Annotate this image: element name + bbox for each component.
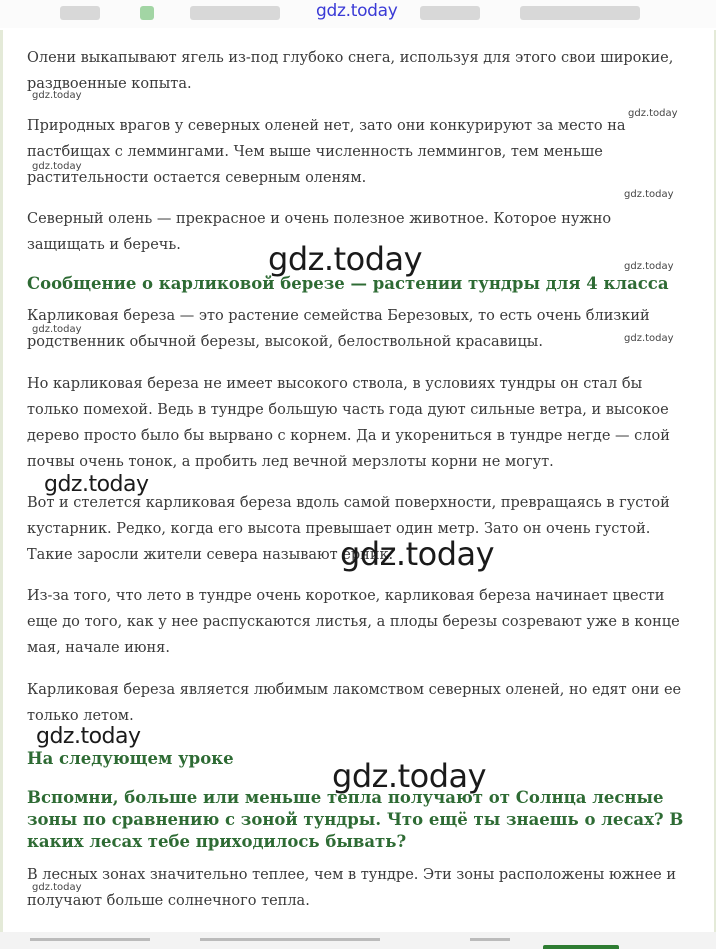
watermark: gdz.today — [624, 189, 674, 200]
bottom-blur — [200, 938, 380, 941]
watermark: gdz.today — [44, 472, 149, 497]
heading-next-lesson: На следующем уроке — [27, 749, 234, 768]
bottom-blur — [470, 938, 510, 941]
paragraph: В лесных зонах значительно теплее, чем в тундре. Эти зоны расположены южнее и получают больше солнечного тепла. — [27, 867, 677, 909]
header-blur — [140, 6, 154, 20]
paragraph: Северный олень — прекрасное и очень полезное животное. Которое нужно защищать и беречь. — [27, 211, 612, 253]
paragraph: Олени выкапывают ягель из-под глубоко снега, используя для этого свои широкие, раздвоенные копыта. — [27, 50, 674, 92]
watermark: gdz.today — [624, 261, 674, 272]
watermark: gdz.today — [624, 333, 674, 344]
watermark: gdz.today — [32, 90, 82, 101]
top-header-strip — [0, 0, 716, 28]
heading-question: Вспомни, больше или меньше тепла получают от Солнца лесные зоны по сравнению с зоной тундры. Что ещё ты знаешь о лесах? В каких лесах тебе приходилось бывать? — [27, 788, 684, 851]
watermark: gdz.today — [268, 240, 423, 278]
paragraph: Природных врагов у северных оленей нет, зато они конкурируют за место на пастбищах с леммингами. Чем выше численность леммингов, тем меньше растительности остается северным оленям. — [27, 118, 626, 186]
watermark: gdz.today — [332, 757, 487, 795]
watermark: gdz.today — [32, 882, 82, 893]
paragraph: Карликовая береза является любимым лакомством северных оленей, но едят они ее только летом. — [27, 682, 682, 724]
site-logo[interactable]: gdz.today — [316, 1, 398, 21]
watermark: gdz.today — [32, 161, 82, 172]
paragraph: Из-за того, что лето в тундре очень короткое, карликовая береза начинает цвести еще до того, как у нее распускаются листья, а плоды березы созревают уже в конце мая, начале июня. — [27, 588, 680, 656]
header-blur — [60, 6, 100, 20]
header-blur — [520, 6, 640, 20]
paragraph: Карликовая береза — это растение семейства Березовых, то есть очень близкий родственник обычной березы, высокой, белоствольной красавицы. — [27, 308, 650, 350]
watermark: gdz.today — [36, 724, 141, 749]
bottom-green-button[interactable] — [543, 945, 619, 949]
paragraph: Но карликовая береза не имеет высокого ствола, в условиях тундры он стал бы только помехой. Ведь в тундре большую часть года дуют сильные ветра, и высокое дерево просто было бы вырвано с корнем. Да и укорениться в тундре негде — слой почвы очень тонок, а пробить лед вечной мерзлоты корни не могут. — [27, 376, 670, 470]
bottom-blur — [30, 938, 150, 941]
heading-dwarf-birch: Сообщение о карликовой березе — растении тундры для 4 класса — [27, 274, 669, 293]
watermark: gdz.today — [340, 535, 495, 573]
header-blur — [420, 6, 480, 20]
left-border — [0, 30, 3, 949]
paragraph: Вот и стелется карликовая береза вдоль самой поверхности, превращаясь в густой кустарник. Редко, когда его высота превышает один метр. Зато он очень густой. Такие заросли жители севера называют ерник. — [27, 495, 670, 563]
watermark: gdz.today — [32, 324, 82, 335]
header-blur — [190, 6, 280, 20]
watermark: gdz.today — [628, 108, 678, 119]
